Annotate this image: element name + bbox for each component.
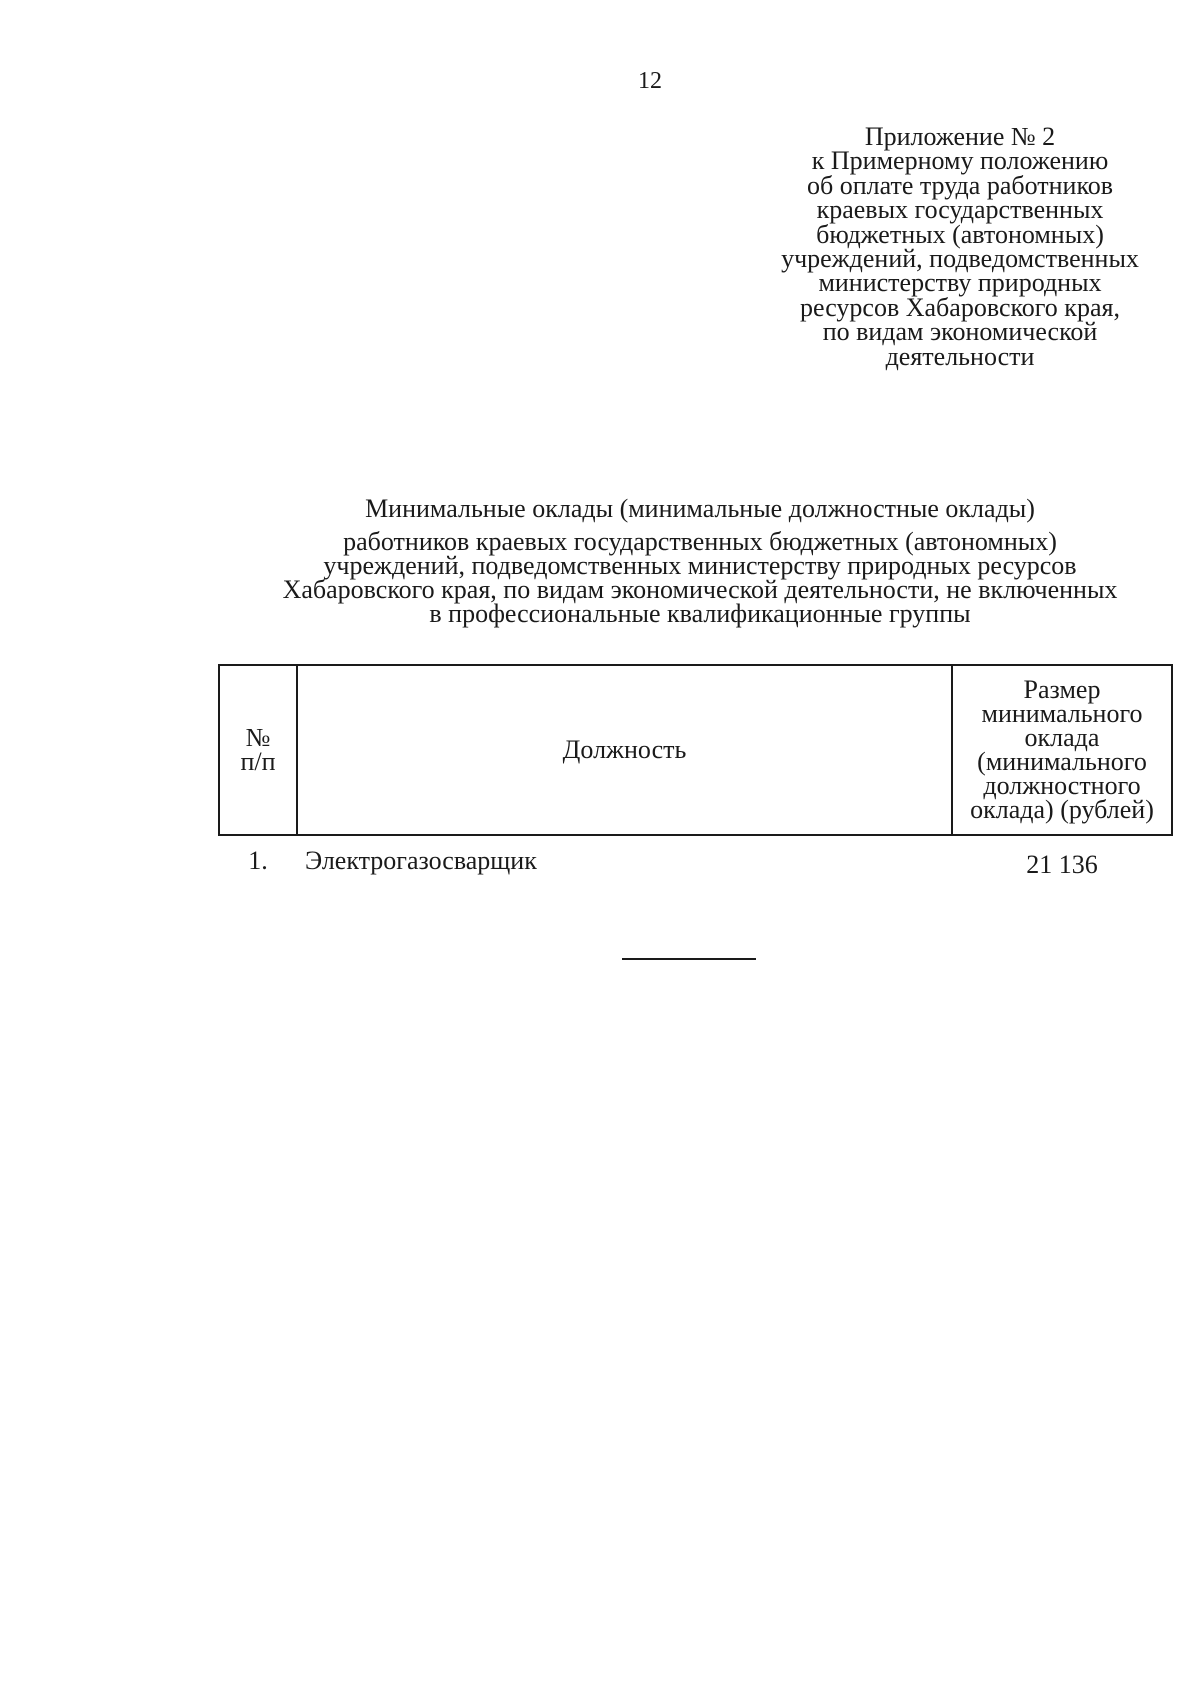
header-position: Должность — [297, 665, 952, 835]
appendix-header — [760, 122, 1160, 371]
table-row — [219, 835, 1172, 878]
appendix-line: министерству природных — [818, 268, 1102, 298]
appendix-line: учреждений, подведомственных — [781, 244, 1139, 274]
header-size-line: оклада — [1024, 723, 1100, 752]
appendix-line: к Примерному положению — [811, 146, 1109, 176]
appendix-line: об оплате труда работников — [806, 170, 1114, 200]
header-number-line: № — [245, 723, 271, 752]
row-number: 1. — [248, 846, 268, 875]
row-position: Электрогазосварщик — [305, 846, 537, 875]
end-divider — [622, 958, 756, 960]
appendix-line: бюджетных (автономных) — [816, 219, 1104, 249]
heading-line: Хабаровского края, по видам экономической деятельности, не включенных — [282, 575, 1118, 604]
heading-title: Минимальные оклады (минимальные должностные оклады) — [365, 494, 1035, 523]
heading-line: работников краевых государственных бюджетных (автономных) — [343, 527, 1057, 556]
document-heading — [200, 494, 1200, 628]
header-size-line: оклада) (рублей) — [970, 795, 1154, 824]
appendix-line: Приложение № 2 — [864, 122, 1056, 151]
header-size-line: минимального — [981, 699, 1143, 728]
salary-table — [218, 664, 1173, 878]
appendix-line: по видам экономической — [822, 317, 1098, 347]
header-size-line: (минимального — [977, 747, 1147, 776]
appendix-line: краевых государственных — [816, 195, 1104, 225]
header-size-line: Размер — [1023, 675, 1101, 704]
header-number-line: п/п — [240, 747, 276, 776]
appendix-line: ресурсов Хабаровского края, — [800, 292, 1120, 322]
heading-line: учреждений, подведомственных министерству природных ресурсов — [323, 551, 1077, 580]
header-salary-size — [952, 665, 1172, 835]
heading-line: в профессиональные квалификационные группы — [429, 599, 971, 628]
header-number — [219, 665, 297, 835]
table-header-row — [219, 665, 1172, 835]
appendix-line: деятельности — [885, 341, 1035, 371]
row-salary: 21 136 — [1026, 850, 1098, 879]
header-size-line: должностного — [983, 771, 1141, 800]
page-number: 12 — [638, 68, 662, 94]
